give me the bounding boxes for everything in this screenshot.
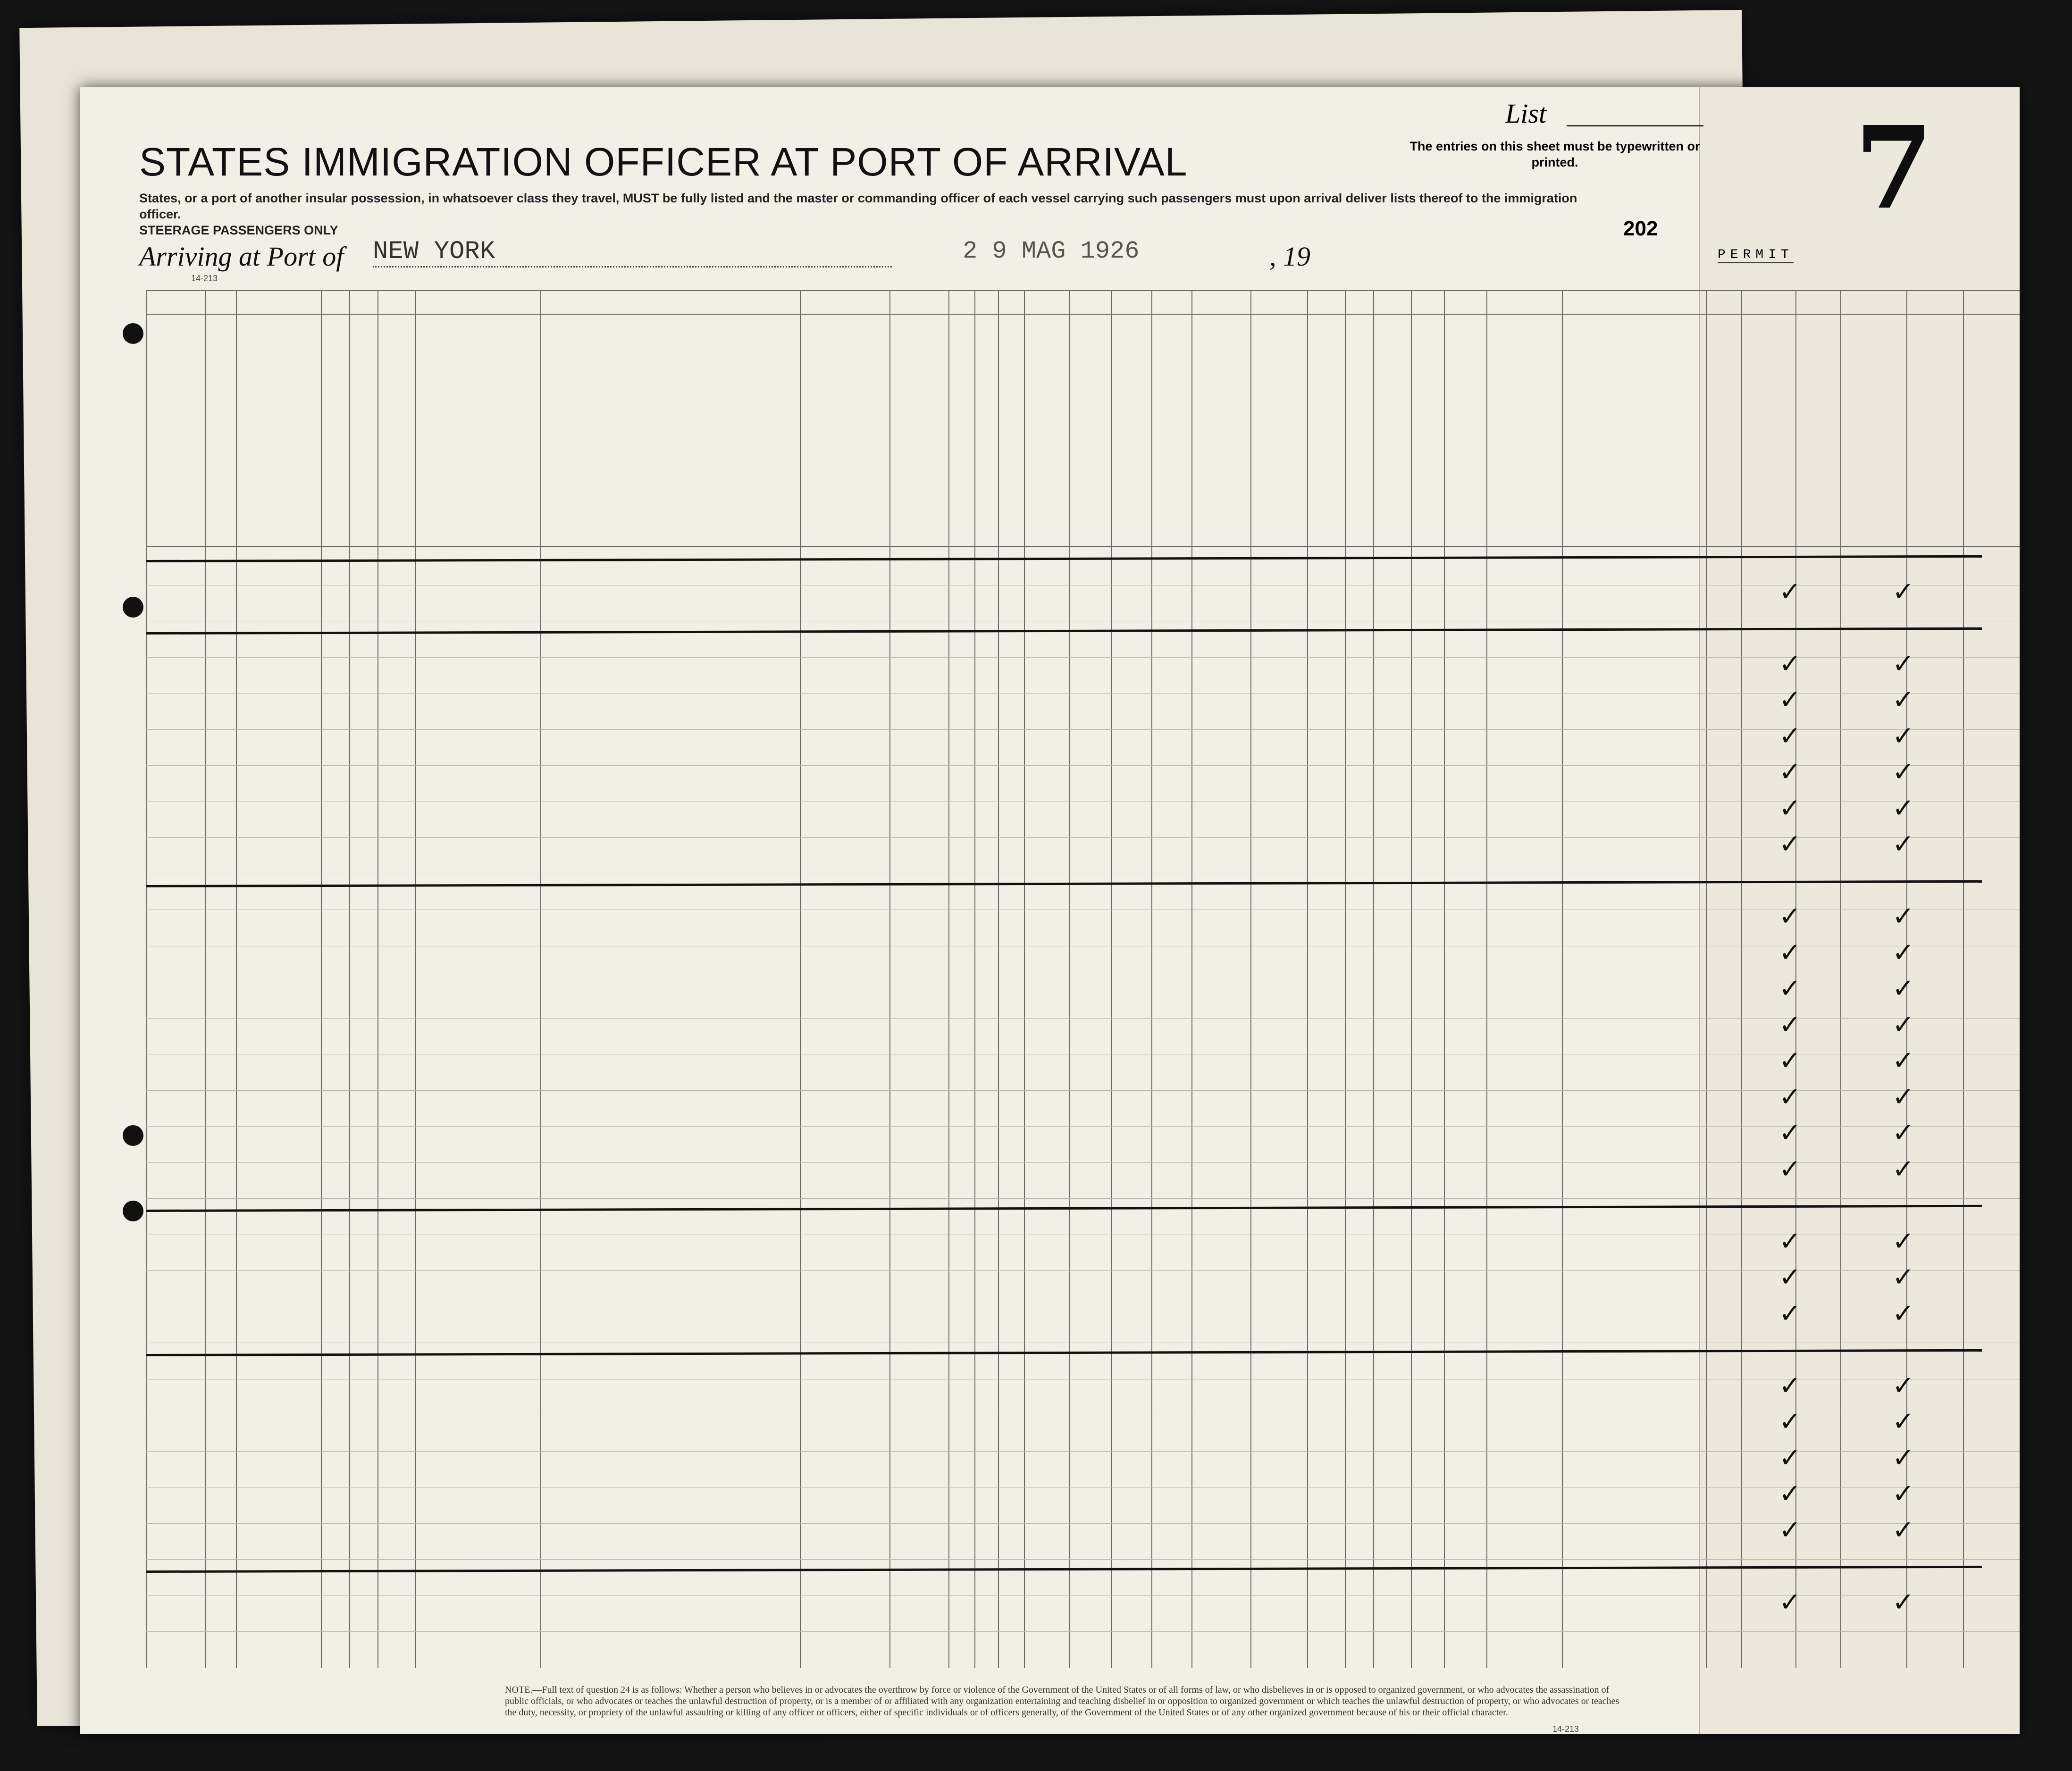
manifest-sheet <box>80 87 2020 1734</box>
column-divider <box>974 290 975 1668</box>
check-mark-icon: ✓ <box>1779 937 1801 968</box>
form-code: 14-213 <box>191 274 218 283</box>
column-divider <box>1840 290 1841 1668</box>
punch-hole <box>123 323 143 344</box>
row-rule <box>146 1018 2020 1019</box>
header-purpose-b <box>832 333 860 540</box>
page-subtitle <box>139 190 1578 238</box>
column-divider <box>1444 290 1445 1668</box>
check-mark-icon: ✓ <box>1779 1514 1801 1545</box>
column-divider <box>1024 290 1025 1668</box>
check-mark-icon: ✓ <box>1892 1514 1914 1545</box>
header-q25 <box>1026 321 1068 540</box>
row-rule <box>146 1090 2020 1091</box>
check-mark-icon: ✓ <box>1779 1370 1801 1401</box>
header-feet <box>1193 432 1216 540</box>
column-divider <box>1191 290 1192 1668</box>
check-mark-icon: ✓ <box>1892 1587 1914 1618</box>
header-polygamist <box>950 321 973 540</box>
check-mark-icon: ✓ <box>1779 1153 1801 1185</box>
header-money <box>323 323 348 540</box>
punch-hole <box>123 1201 143 1221</box>
row-rule <box>146 837 2020 838</box>
check-mark-icon: ✓ <box>1892 973 1914 1004</box>
check-mark-icon: ✓ <box>1892 576 1914 607</box>
column-divider <box>1069 290 1070 1668</box>
column-divider <box>1345 290 1346 1668</box>
check-mark-icon: ✓ <box>1892 1226 1914 1257</box>
check-mark-icon: ✓ <box>1779 829 1801 860</box>
check-mark-icon: ✓ <box>1779 901 1801 932</box>
list-label: List <box>1505 98 1547 129</box>
check-mark-icon: ✓ <box>1779 720 1801 752</box>
list-underline <box>1567 125 1703 126</box>
arriving-label: Arriving at Port of <box>139 241 344 272</box>
check-mark-icon: ✓ <box>1892 648 1914 679</box>
row-rule <box>146 1523 2020 1524</box>
row-rule <box>146 1198 2020 1199</box>
row-rule <box>146 1162 2020 1163</box>
manifest-table <box>146 290 2020 1668</box>
column-divider <box>800 290 801 1668</box>
column-divider <box>1706 290 1707 1668</box>
check-mark-icon: ✓ <box>1779 1045 1801 1076</box>
header-inches <box>1224 432 1250 540</box>
header-q24 <box>1000 321 1023 540</box>
footnote: NOTE.—Full text of question 24 is as follows: Whether a person who believes in or advocates the overthrow by force or violence of the Government of the United States or of all forms of law, or who disbelieves in or is opposed to organized government, or who advocates the assassination of public officials, or who advocates or teaches the unlawful destruction of property, or is a member of or affiliated with any organization entertaining and teaching disbelief in or opposition to organized government or which teaches the unlawful destruction of property, or who advocates or teaches the duty, necessity, or propriety of the unlawful assaulting or killing of any officer or officers, either of specific individuals or of officers generally, of the Government of the United States or of any other organized government because of his or their official character. <box>505 1685 1619 1718</box>
table-top-rule <box>146 290 2020 291</box>
check-mark-icon: ✓ <box>1779 648 1801 679</box>
page-title: STATES IMMIGRATION OFFICER AT PORT OF ARRIVAL <box>139 140 1188 184</box>
number-202: 202 <box>1623 217 1658 240</box>
punch-hole <box>123 1125 143 1146</box>
check-mark-icon: ✓ <box>1892 1009 1914 1040</box>
row-rule <box>146 1270 2020 1271</box>
row-rule <box>146 1126 2020 1127</box>
header-ticket <box>207 323 235 540</box>
check-mark-icon: ✓ <box>1779 1081 1801 1112</box>
header-number-rule <box>146 314 2020 315</box>
column-divider <box>1486 290 1487 1668</box>
column-divider <box>205 290 206 1668</box>
row-rule <box>146 1559 2020 1560</box>
column-divider <box>1151 290 1152 1668</box>
check-mark-icon: ✓ <box>1892 1479 1914 1509</box>
header-purpose-a <box>802 333 830 540</box>
column-divider <box>540 290 541 1668</box>
check-mark-icon: ✓ <box>1779 576 1801 607</box>
check-mark-icon: ✓ <box>1779 1587 1801 1618</box>
check-mark-icon: ✓ <box>1779 1406 1801 1437</box>
row-rule <box>146 1451 2020 1452</box>
check-mark-icon: ✓ <box>1892 1406 1914 1437</box>
entries-note: The entries on this sheet must be typewritten or printed. <box>1409 139 1700 169</box>
footnote-code: 14-213 <box>1552 1724 1579 1734</box>
column-divider <box>1373 290 1374 1668</box>
column-divider <box>998 290 999 1668</box>
check-mark-icon: ✓ <box>1779 793 1801 824</box>
check-mark-icon: ✓ <box>1779 973 1801 1004</box>
column-divider <box>1411 290 1412 1668</box>
check-mark-icon: ✓ <box>1779 1442 1801 1473</box>
check-mark-icon: ✓ <box>1892 720 1914 752</box>
check-mark-icon: ✓ <box>1892 829 1914 860</box>
column-divider <box>236 290 237 1668</box>
check-mark-icon: ✓ <box>1892 901 1914 932</box>
check-mark-icon: ✓ <box>1779 1298 1801 1329</box>
header-prison <box>891 321 948 540</box>
check-mark-icon: ✓ <box>1779 1009 1801 1040</box>
column-divider <box>146 290 147 1668</box>
check-mark-icon: ✓ <box>1892 1045 1914 1076</box>
header-bottom-rule <box>146 546 2020 547</box>
port-field: NEW YORK <box>373 237 892 267</box>
column-divider <box>1111 290 1112 1668</box>
check-mark-icon: ✓ <box>1779 757 1801 787</box>
header-purpose-c <box>863 333 889 540</box>
check-mark-icon: ✓ <box>1892 793 1914 824</box>
column-divider <box>349 290 350 1668</box>
subtitle-text: States, or a port of another insular possession, in whatsoever class they travel, MUST be fully listed and the master or commanding officer of each vessel carrying such passengers must upon arrival deliver lists thereof to the immigration officer. <box>139 191 1577 221</box>
check-mark-icon: ✓ <box>1779 1479 1801 1509</box>
check-mark-icon: ✓ <box>1892 757 1914 787</box>
check-mark-icon: ✓ <box>1779 1262 1801 1293</box>
column-divider <box>1307 290 1308 1668</box>
check-mark-icon: ✓ <box>1779 1226 1801 1257</box>
year-label: , 19 <box>1269 241 1310 272</box>
steerage-label: STEERAGE PASSENGERS ONLY <box>139 223 338 237</box>
punch-hole <box>123 597 143 618</box>
column-divider <box>1963 290 1964 1668</box>
check-mark-icon: ✓ <box>1779 685 1801 715</box>
check-mark-icon: ✓ <box>1892 1081 1914 1112</box>
check-mark-icon: ✓ <box>1892 1298 1914 1329</box>
row-rule <box>146 729 2020 730</box>
check-mark-icon: ✓ <box>1892 685 1914 715</box>
sheet-number: 7 <box>1854 101 1933 234</box>
check-mark-icon: ✓ <box>1892 1442 1914 1473</box>
check-mark-icon: ✓ <box>1779 1118 1801 1148</box>
column-divider <box>321 290 322 1668</box>
row-rule <box>146 657 2020 658</box>
column-divider <box>1562 290 1563 1668</box>
row-rule <box>146 1631 2020 1632</box>
header-anarchist <box>976 321 997 540</box>
column-divider <box>889 290 890 1668</box>
check-mark-icon: ✓ <box>1892 937 1914 968</box>
permit-label: PERMIT <box>1718 248 1794 264</box>
column-divider <box>415 290 416 1668</box>
check-mark-icon: ✓ <box>1892 1370 1914 1401</box>
check-mark-icon: ✓ <box>1892 1262 1914 1293</box>
column-divider <box>948 290 949 1668</box>
column-divider <box>1250 290 1251 1668</box>
column-divider <box>377 290 378 1668</box>
header-q26 <box>1071 321 1110 540</box>
check-mark-icon: ✓ <box>1892 1118 1914 1148</box>
check-mark-icon: ✓ <box>1892 1153 1914 1185</box>
column-divider <box>1741 290 1742 1668</box>
row-rule <box>146 765 2020 766</box>
arrival-date-stamp: 2 9 MAG 1926 <box>963 237 1140 265</box>
